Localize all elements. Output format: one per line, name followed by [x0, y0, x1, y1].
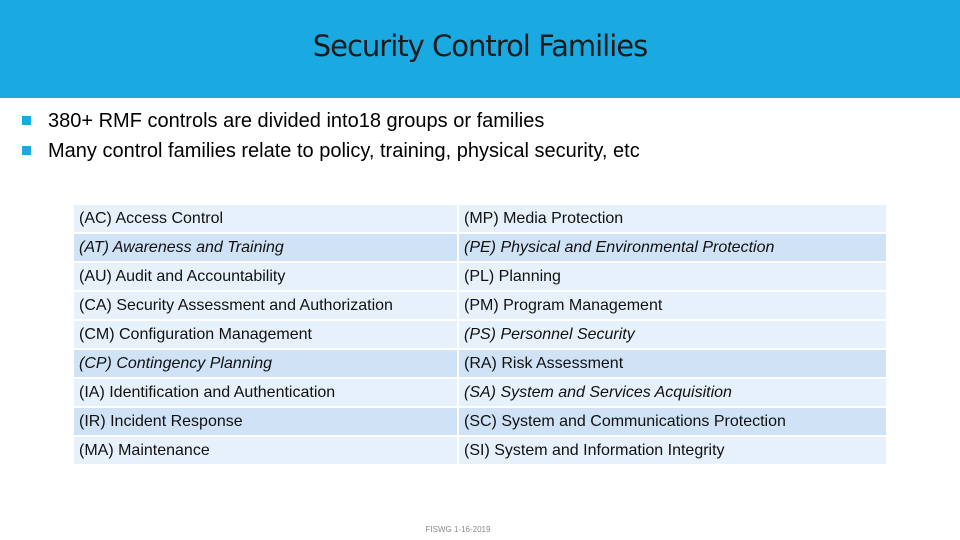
square-bullet-icon: [22, 116, 31, 125]
bullet-list: [20, 106, 940, 166]
footer-text: FISWG 1-16-2019: [425, 525, 491, 534]
table-row: [74, 379, 886, 406]
table-row: [74, 292, 886, 319]
table-row: [74, 263, 886, 290]
table-row: [74, 234, 886, 261]
table-cell-left: (CP) Contingency Planning: [74, 350, 457, 377]
table-cell-right: (PL) Planning: [459, 263, 886, 290]
table-row: [74, 350, 886, 377]
table-row: [74, 408, 886, 435]
table-cell-right: (SI) System and Information Integrity: [459, 437, 886, 464]
table-cell-right: (PS) Personnel Security: [459, 321, 886, 348]
table-cell-left: (MA) Maintenance: [74, 437, 457, 464]
control-families-table: [72, 203, 888, 466]
table-cell-right: (SC) System and Communications Protection: [459, 408, 886, 435]
table-cell-left: (AT) Awareness and Training: [74, 234, 457, 261]
table-row: [74, 205, 886, 232]
table-cell-left: (CA) Security Assessment and Authorization: [74, 292, 457, 319]
bullet-text: 380+ RMF controls are divided into18 groups or families: [48, 110, 545, 132]
bullet-item: [20, 106, 940, 136]
slide-title: Security Control Families: [312, 29, 648, 63]
table-cell-left: (AC) Access Control: [74, 205, 457, 232]
table-cell-right: (PE) Physical and Environmental Protection: [459, 234, 886, 261]
table-cell-right: (PM) Program Management: [459, 292, 886, 319]
square-bullet-icon: [22, 146, 31, 155]
bullet-text: Many control families relate to policy, training, physical security, etc: [48, 140, 640, 162]
table-cell-right: (RA) Risk Assessment: [459, 350, 886, 377]
table-cell-right: (SA) System and Services Acquisition: [459, 379, 886, 406]
table-cell-left: (IR) Incident Response: [74, 408, 457, 435]
table-cell-left: (CM) Configuration Management: [74, 321, 457, 348]
table-row: [74, 321, 886, 348]
table-cell-left: (AU) Audit and Accountability: [74, 263, 457, 290]
table-cell-right: (MP) Media Protection: [459, 205, 886, 232]
table-cell-left: (IA) Identification and Authentication: [74, 379, 457, 406]
table-row: [74, 437, 886, 464]
bullet-item: [20, 136, 940, 166]
